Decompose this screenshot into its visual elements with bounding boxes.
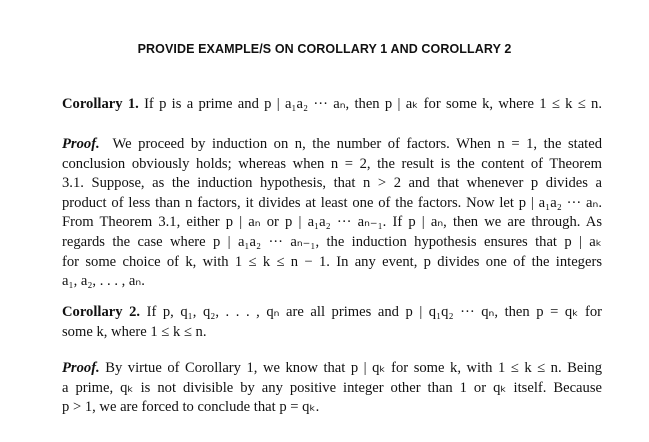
- corollary-2-line-1: [62, 303, 602, 323]
- proof-1-line-7: for some choice of k, with 1 ≤ k ≤ n − 1. In any event, p divides one of the integers: [62, 253, 602, 270]
- proof-2-label: Proof.: [62, 360, 100, 376]
- proof-2-text-1: By virtue of Corollary 1, we know that p | qₖ for some k, with 1 ≤ k ≤ n. Being: [105, 360, 602, 376]
- proof-1-line-5: From Theorem 3.1, either p | aₙ or p | a₁a₂ ··· aₙ₋₁. If p | aₙ, then we are through. As: [62, 214, 602, 231]
- proof-1-line-2: conclusion obviously holds; whereas when n = 2, the result is the content of Theorem: [62, 155, 602, 172]
- proof-1-line-1: [62, 135, 602, 155]
- corollary-2-text-1: If p, q₁, q₂, . . . , qₙ are all primes and p | q₁q₂ ··· qₙ, then p = qₖ for: [146, 304, 602, 320]
- proof-1: [62, 135, 602, 292]
- corollary-1: [62, 95, 602, 115]
- corollary-2-line-2: some k, where 1 ≤ k ≤ n.: [62, 323, 207, 340]
- proof-1-label: Proof.: [62, 136, 100, 152]
- page-title: PROVIDE EXAMPLE/S ON COROLLARY 1 AND COROLLARY 2: [137, 42, 512, 56]
- proof-1-line-4: product of less than n factors, it divides at least one of the factors. Now let p | a₁a₂ ··· aₙ.: [62, 194, 602, 211]
- corollary-2-label: Corollary 2.: [62, 304, 141, 320]
- corollary-1-label: Corollary 1.: [62, 96, 139, 112]
- proof-2-line-2: a prime, qₖ is not divisible by any positive integer other than 1 or qₖ itself. Because: [62, 379, 602, 396]
- proof-1-line-8: a₁, a₂, . . . , aₙ.: [62, 273, 145, 290]
- proof-1-line-6: regards the case where p | a₁a₂ ··· aₙ₋₁, the induction hypothesis ensures that p | aₖ: [62, 233, 602, 250]
- proof-2-line-3: p > 1, we are forced to conclude that p = qₖ.: [62, 399, 320, 416]
- proof-2-line-1: [62, 359, 602, 379]
- corollary-1-line: [62, 95, 602, 115]
- corollary-1-text: If p is a prime and p | a₁a₂ ··· aₙ, then p | aₖ for some k, where 1 ≤ k ≤ n.: [144, 96, 602, 112]
- proof-1-line-3: 3.1. Suppose, as the induction hypothesis, that n > 2 and that whenever p divides a: [62, 175, 602, 192]
- corollary-2: [62, 303, 602, 342]
- proof-1-text-1: We proceed by induction on n, the number of factors. When n = 1, the stated: [112, 136, 602, 152]
- proof-2: [62, 359, 602, 418]
